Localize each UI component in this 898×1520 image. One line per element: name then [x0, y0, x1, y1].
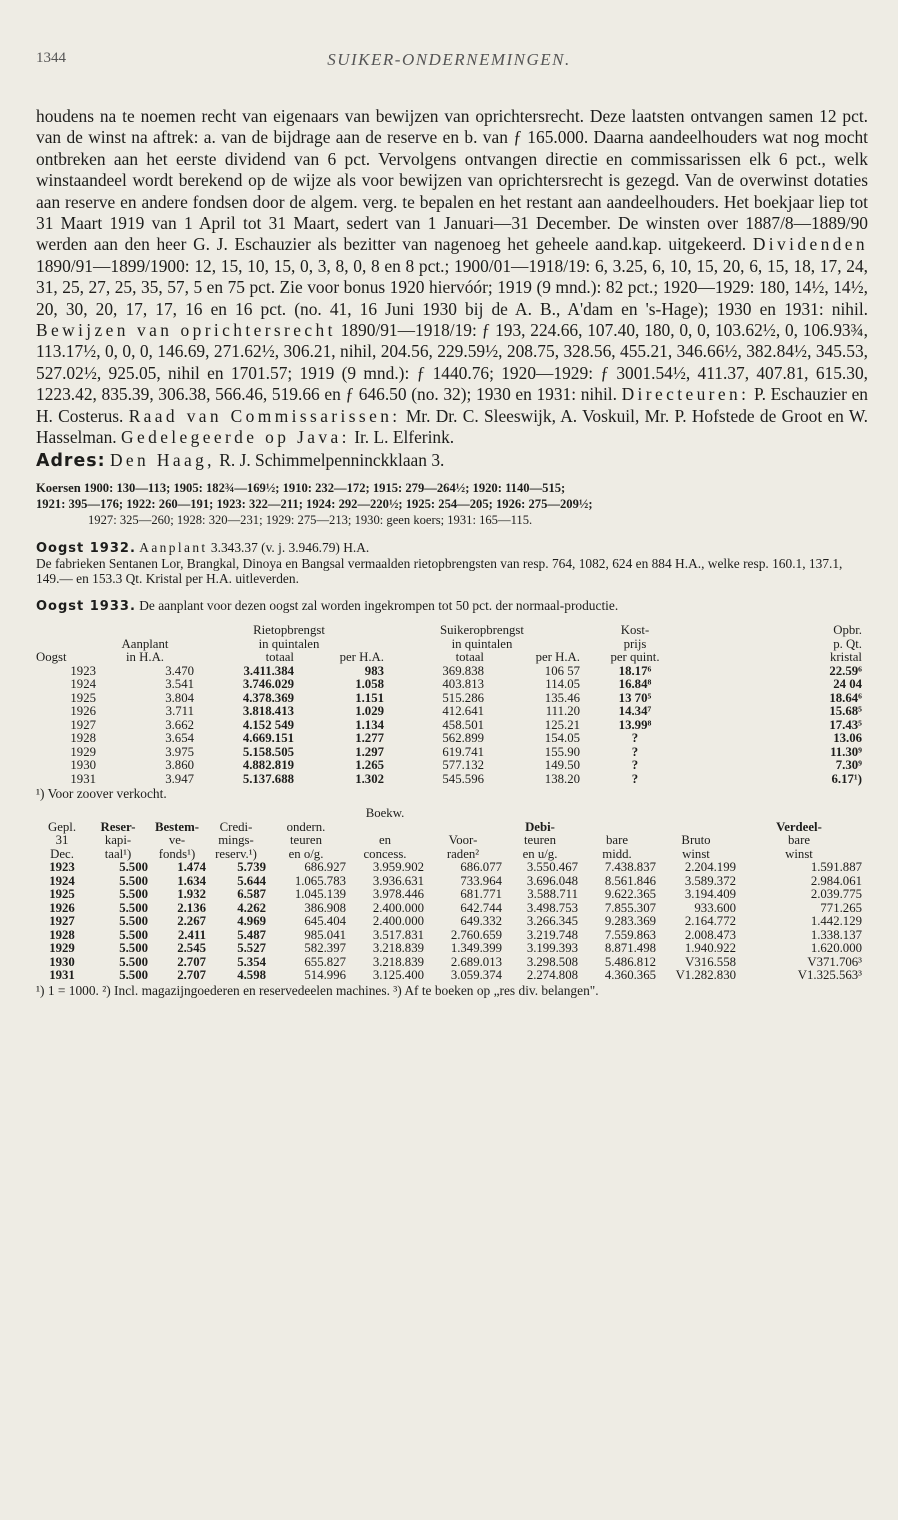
table-cell: 985.041: [304, 927, 346, 942]
table-cell: 1930: [49, 954, 75, 969]
page-body: [36, 106, 868, 998]
table-cell: 2.545: [177, 941, 206, 956]
table-cell: 3.517.831: [372, 927, 424, 942]
table-cell: 14.34⁷: [618, 704, 652, 719]
table-cell: 5.500: [119, 860, 148, 875]
table-header-cell: Bruto: [681, 833, 711, 848]
table-cell: 13.06: [833, 731, 862, 746]
table-cell: 5.500: [119, 927, 148, 942]
table-header-cell: en o/g.: [288, 846, 324, 861]
table-cell: 3.818.413: [242, 704, 294, 719]
table-row: [36, 759, 862, 773]
table-header-cell: Reser-: [100, 819, 136, 834]
table-cell: 3.199.393: [526, 941, 578, 956]
table-cell: 6.17¹): [831, 771, 862, 786]
table-cell: 1924: [70, 677, 96, 692]
koersen-line-3: 1927: 325—260; 1928: 320—231; 1929: 275—213; 1930: geen koers; 1931: 165—115.: [88, 512, 533, 527]
table-cell: 686.927: [304, 860, 346, 875]
table-header-cell: Bestem-: [154, 819, 200, 834]
table-cell: 582.397: [304, 941, 346, 956]
raad-label: Raad van Commissarissen:: [128, 405, 401, 426]
table-header-cell: Dec.: [50, 846, 74, 861]
table-cell: 5.500: [119, 941, 148, 956]
page-header: [30, 48, 868, 76]
table-row: [36, 969, 862, 983]
table-cell: 24 04: [833, 677, 862, 692]
table-header-cell: winst: [682, 846, 710, 861]
table-cell: 1.932: [177, 887, 206, 902]
address-line: [36, 449, 868, 472]
table-cell: 4.262: [237, 900, 266, 915]
table-cell: 18.64⁶: [829, 690, 862, 705]
table-cell: 645.404: [304, 914, 346, 929]
table-row: [36, 773, 862, 787]
intro-paragraph: houdens na te noemen recht van eigenaars van bewijzen van oprichtersrecht. Deze laatsten ontvangen samen 12 pct. van de winst na aftrek: a. van de bijdrage aan de reserve en b. van ƒ 165.000. Daarna aandeelhouders wat nog mocht ontbreken aan het eerste dividend van 6 pct. Vervolgens ontvangen directie en commissarissen elk 6 pct., welk winstaandeel wordt berekend op de wijze als voor bewijzen van oprichtersrecht is gezegd. Van de overwinst dotaties aan reserve en andere fondsen door de algem. verg. te bepalen en het restant aan aandeelhouders. Het boekjaar liep tot 31 Maart 1919 van 1 April tot 31 Maart, sedert van 1 Januari—31 December. De winsten over 1887/8—1889/90 werden aan den heer G. J. Eschauzier als bezitter van nagenoeg het geheele aand.kap. uitgekeerd.: [36, 106, 868, 255]
table-row: [36, 902, 862, 916]
table-header-cell: concess.: [363, 846, 407, 861]
table-cell: 7.559.863: [604, 927, 656, 942]
table-cell: 3.662: [165, 717, 194, 732]
table-header-cell: Credi-: [219, 819, 253, 834]
table-cell: 3.411.384: [243, 663, 294, 678]
table-cell: 1925: [49, 887, 75, 902]
table-cell: 1.134: [355, 717, 384, 732]
adres-street: R. J. Schimmelpenninckklaan 3.: [219, 449, 445, 470]
table-row: [36, 942, 862, 956]
oogst-1933-text: De aanplant voor dezen oogst zal worden ingekrompen tot 50 pct. der normaal-productie.: [139, 598, 619, 614]
table-row: [36, 678, 862, 692]
oogst-header: Oogst: [36, 650, 67, 665]
table-cell: 1929: [70, 744, 96, 759]
table-cell: 1.442.129: [810, 914, 862, 929]
table-cell: 7.438.837: [604, 860, 656, 875]
table-header-cell: midd.: [602, 846, 632, 861]
table-header-row: [36, 834, 862, 848]
table-cell: 1.940.922: [684, 941, 736, 956]
table-cell: 13.99⁸: [618, 717, 652, 732]
kost-header: Kost-: [620, 623, 650, 638]
table-cell: 6.587: [237, 887, 266, 902]
koersen-line-1: Koersen 1900: 130—113; 1905: 182¾—169½; 1910: 232—172; 1915: 279—264½; 1920: 1140—515;: [36, 480, 566, 495]
table-cell: 403.813: [442, 677, 484, 692]
table-cell: 106 57: [544, 663, 580, 678]
table-cell: 149.50: [544, 758, 580, 773]
directeuren-text: P. Eschauzier en H. Costerus.: [36, 384, 868, 426]
table-header-cell: fonds¹): [158, 846, 196, 861]
table-cell: 2.039.775: [810, 887, 862, 902]
table-cell: 4.152 549: [242, 717, 294, 732]
table-cell: 4.598: [237, 968, 266, 983]
table-cell: 3.194.409: [684, 887, 736, 902]
table-cell: 5.137.688: [242, 771, 294, 786]
table-cell: 1928: [70, 731, 96, 746]
table-cell: 1.474: [177, 860, 206, 875]
table-cell: 154.05: [544, 731, 580, 746]
table-cell: 3.550.467: [526, 860, 578, 875]
table-cell: 4.969: [237, 914, 266, 929]
table-cell: 3.978.446: [372, 887, 424, 902]
running-title: SUIKER-ONDERNEMINGEN.: [327, 50, 571, 69]
table-cell: 15.68⁵: [829, 704, 862, 719]
table-cell: 3.219.748: [526, 927, 578, 942]
table-cell: 7.855.307: [604, 900, 656, 915]
table-cell: 458.501: [442, 717, 484, 732]
table-header-cell: [424, 821, 502, 835]
table-cell: 3.589.372: [684, 873, 736, 888]
table-cell: 5.500: [119, 968, 148, 983]
table-cell: 5.500: [119, 900, 148, 915]
table-cell: 1.029: [355, 704, 384, 719]
table-cell: 1.302: [355, 771, 384, 786]
table-cell: 1.349.399: [450, 941, 502, 956]
suiker-perha-header: per H.A.: [535, 650, 580, 665]
table-cell: 1.591.887: [810, 860, 862, 875]
table-header-cell: [578, 821, 656, 835]
table-cell: 1930: [70, 758, 96, 773]
table-cell: 3.588.711: [527, 887, 578, 902]
balance-table: [36, 807, 862, 983]
table-cell: 3.125.400: [372, 968, 424, 983]
table-cell: 1931: [49, 968, 75, 983]
table-cell: 545.596: [442, 771, 484, 786]
table-cell: 5.500: [119, 954, 148, 969]
table-cell: 2.689.013: [450, 954, 502, 969]
table-cell: 5.487: [237, 927, 266, 942]
table-cell: 3.218.839: [372, 941, 424, 956]
table-cell: 1.277: [355, 731, 384, 746]
table-cell: 3.959.902: [372, 860, 424, 875]
table-cell: 1926: [70, 704, 96, 719]
table-cell: 5.527: [237, 941, 266, 956]
table-cell: 3.804: [165, 690, 194, 705]
table-cell: 642.744: [460, 900, 502, 915]
table-header-cell: bare: [605, 833, 629, 848]
table-cell: 17.43⁵: [829, 717, 862, 732]
table-cell: 2.267: [177, 914, 206, 929]
table-cell: 7.30⁹: [835, 758, 862, 773]
table-cell: 3.498.753: [526, 900, 578, 915]
table-cell: 3.654: [165, 731, 194, 746]
table-cell: 2.400.000: [372, 914, 424, 929]
table-header-cell: ondern.: [286, 819, 326, 834]
table-cell: 155.90: [544, 744, 580, 759]
table-row: [36, 665, 862, 679]
page-number: 1344: [36, 50, 66, 66]
table-cell: 577.132: [442, 758, 484, 773]
table-header-cell: teuren: [524, 833, 556, 848]
table-cell: 3.947: [165, 771, 194, 786]
table-cell: 5.644: [237, 873, 266, 888]
riet-header: Rietopbrengst: [253, 623, 325, 638]
table-cell: 3.266.345: [526, 914, 578, 929]
table-cell: 1927: [49, 914, 75, 929]
table-header-cell: bare: [787, 833, 811, 848]
koersen-line-2: 1921: 395—176; 1922: 260—191; 1923: 322—211; 1924: 292—220½; 1925: 254—205; 1926: 275—209½;: [36, 496, 593, 511]
table-cell: 515.286: [442, 690, 484, 705]
directeuren-label: Directeuren:: [621, 384, 750, 405]
table-cell: 3.936.631: [372, 873, 424, 888]
table-cell: 1927: [70, 717, 96, 732]
table-cell: 3.218.839: [372, 954, 424, 969]
table-header-cell: 31: [55, 833, 69, 848]
table-cell: 9.622.365: [604, 887, 656, 902]
table-cell: 1923: [70, 663, 96, 678]
table-cell: 135.46: [544, 690, 580, 705]
table-cell: 2.008.473: [684, 927, 736, 942]
table-cell: 1925: [70, 690, 96, 705]
dividenden-label: Dividenden: [752, 234, 868, 255]
table-header-cell: Voor-: [448, 833, 478, 848]
table-header-cell: en: [378, 833, 392, 848]
raad-text: Mr. Dr. C. Sleeswijk, A. Voskuil, Mr. P. Hofstede de Groot en W. Hasselman.: [36, 405, 868, 448]
table-header-cell: Gepl.: [47, 819, 77, 834]
table-cell: 1926: [49, 900, 75, 915]
aanplant-header: Aanplant: [121, 636, 169, 651]
oogst-1932-aanplant-label: Aanplant: [139, 539, 208, 555]
table1-footnote: ¹) Voor zoover verkocht.: [36, 786, 167, 802]
table-cell: 5.158.505: [242, 744, 294, 759]
table-cell: 369.838: [442, 663, 484, 678]
table-cell: V316.558: [685, 954, 736, 969]
table-cell: V371.706³: [807, 954, 862, 969]
table-cell: 138.20: [544, 771, 580, 786]
oogst-1933-block: [36, 598, 868, 614]
table-cell: 1.338.137: [810, 927, 862, 942]
table-row: [36, 929, 862, 943]
table-header-cell: Debi-: [525, 819, 555, 834]
table-cell: 933.600: [694, 900, 736, 915]
table-cell: 3.860: [165, 758, 194, 773]
table-cell: 1.634: [177, 873, 206, 888]
koersen-block: [36, 480, 868, 528]
table-row: [36, 719, 862, 733]
table-cell: 5.354: [237, 954, 266, 969]
suiker-totaal-header: totaal: [455, 650, 484, 665]
table-cell: ?: [631, 758, 639, 773]
table-header-row: [36, 821, 862, 835]
table-row: [36, 915, 862, 929]
table-row: [36, 888, 862, 902]
table-cell: 681.771: [460, 887, 502, 902]
table-row: [36, 875, 862, 889]
boekw-header: Boekw.: [365, 806, 405, 821]
table-cell: 771.265: [820, 900, 862, 915]
table2-footnote: ¹) 1 = 1000. ²) Incl. magazijngoederen en reservedeelen machines. ³) Af te boeken op „res div. belangen".: [36, 982, 599, 998]
gedelegeerde-label: Gedelegeerde op Java:: [121, 427, 350, 448]
table-cell: 8.561.846: [604, 873, 656, 888]
table-cell: 655.827: [304, 954, 346, 969]
table-cell: V1.282.830: [675, 968, 736, 983]
table-row: [36, 956, 862, 970]
oogst-1932-text2: De fabrieken Sentanen Lor, Brangkal, Dinoya en Bangsal vermaalden rietopbrengsten van resp. 764, 1082, 624 en 884 H.A., welke resp. 160.1, 137.1, 149.— en 153.3 Qt. Kristal per H.A. uitleverden.: [36, 555, 843, 586]
table-cell: 2.136: [177, 900, 206, 915]
adres-label: Adres:: [36, 450, 106, 471]
table-cell: 5.500: [119, 914, 148, 929]
table-cell: 125.21: [544, 717, 580, 732]
table-cell: 1928: [49, 927, 75, 942]
table-header-cell: [346, 821, 424, 835]
table-cell: 1.065.783: [294, 873, 346, 888]
table-cell: 649.332: [460, 914, 502, 929]
riet-header-2: in quintalen: [258, 636, 320, 651]
opbr-header: Opbr.: [833, 623, 862, 638]
table-header-cell: raden²: [446, 846, 480, 861]
table-header-cell: reserv.¹): [215, 846, 257, 861]
table-cell: 1.297: [355, 744, 384, 759]
table-cell: 1931: [70, 771, 96, 786]
table-cell: 1923: [49, 860, 75, 875]
table-header-cell: taal¹): [104, 846, 132, 861]
table-cell: 5.500: [119, 873, 148, 888]
table-cell: 619.741: [442, 744, 484, 759]
table-cell: 3.298.508: [526, 954, 578, 969]
kost-header-3: per quint.: [610, 650, 660, 665]
table-row: [36, 732, 862, 746]
table-header-row: [36, 848, 862, 862]
table-cell: 2.411: [177, 927, 206, 942]
table-cell: 4.669.151: [242, 731, 294, 746]
oogst-1933-label: Oogst 1933.: [36, 599, 136, 615]
table-cell: 5.500: [119, 887, 148, 902]
table-cell: 3.975: [165, 744, 194, 759]
table-cell: 733.964: [460, 873, 502, 888]
table-cell: 9.283.369: [604, 914, 656, 929]
table-cell: 1929: [49, 941, 75, 956]
table-row: [36, 692, 862, 706]
table-row: [36, 861, 862, 875]
table-header-cell: mings-: [218, 833, 254, 848]
bewijzen-text: 1890/91—1918/19: ƒ 193, 224.66, 107.40, 180, 0, 0, 103.62½, 0, 106.93¾, 113.17½, 0, 0, 0, 146.69, 271.62½, 306.21, nihil, 204.56, 229.59½, 208.75, 328.56, 455.21, 346.66½, 382.84½, 345.53, 527.02½, 925.05, nihil en 1701.57; 1919 (9 mnd.): ƒ 1440.76; 1920—1929: ƒ 3001.54½, 411.37, 407.81, 615.30, 1223.42, 835.39, 306.38, 566.46, 519.66 en ƒ 646.50 (no. 32); 1930 en 1931: nihil.: [36, 320, 868, 405]
table-header-cell: teuren: [290, 833, 322, 848]
table-cell: 18.17⁶: [618, 663, 652, 678]
table-cell: 16.84⁸: [618, 677, 652, 692]
table-cell: 3.696.048: [526, 873, 578, 888]
table-cell: 983: [364, 663, 384, 678]
table-cell: 8.871.498: [604, 941, 656, 956]
table-cell: 412.641: [442, 704, 484, 719]
table-cell: 686.077: [460, 860, 502, 875]
table-cell: 4.882.819: [242, 758, 294, 773]
table-cell: 3.711: [165, 704, 194, 719]
table-cell: 22.59⁶: [829, 663, 862, 678]
bewijzen-label: Bewijzen van oprichtersrecht: [36, 320, 336, 341]
table-cell: 5.486.812: [604, 954, 656, 969]
table-cell: 3.470: [165, 663, 194, 678]
harvest-table: [36, 624, 862, 786]
table-cell: 514.996: [304, 968, 346, 983]
oogst-1932-label: Oogst 1932.: [36, 540, 136, 556]
riet-totaal-header: totaal: [265, 650, 294, 665]
table-cell: 111.20: [545, 704, 580, 719]
dividenden-text: 1890/91—1899/1900: 12, 15, 10, 15, 0, 3, 8, 0, 8 en 8 pct.; 1900/01—1918/19: 6, 3.25, 6, 10, 15, 20, 6, 15, 18, 17, 24, 31, 25, 27, 25, 35, 57, 5 en 75 pct. Zie voor bonus 1920 hiervóór; 1919 (9 mnd.): 82 pct.; 1920—1929: 180, 14½, 14½, 20, 30, 20, 17, 17, 16 en 16 pct. (no. 41, 16 Juni 1930 bij de A. B., A'dam en 's-Hage); 1930 en 1931: nihil.: [36, 255, 868, 319]
gedelegeerde-text: Ir. L. Elferink.: [354, 427, 455, 448]
table-cell: 386.908: [304, 900, 346, 915]
table-cell: 3.746.029: [242, 677, 294, 692]
table-header-cell: kapi-: [104, 833, 132, 848]
table-header-cell: Verdeel-: [776, 819, 822, 834]
table-cell: 2.707: [177, 968, 206, 983]
adres-city: Den Haag,: [109, 449, 215, 470]
table-header-cell: ve-: [168, 833, 186, 848]
opbr-header-3: kristal: [830, 650, 862, 665]
table-cell: 4.360.365: [604, 968, 656, 983]
table-header-cell: [656, 821, 736, 835]
table-cell: 2.204.199: [684, 860, 736, 875]
table-cell: 2.984.061: [810, 873, 862, 888]
table-header-cell: winst: [785, 846, 813, 861]
table-cell: 4.378.369: [242, 690, 294, 705]
table-cell: 2.760.659: [450, 927, 502, 942]
kost-header-2: prijs: [623, 636, 647, 651]
opbr-header-2: p. Qt.: [833, 636, 862, 651]
oogst-1932-text1: 3.343.37 (v. j. 3.946.79) H.A.: [210, 539, 370, 555]
suiker-header: Suikeropbrengst: [440, 623, 524, 638]
table-cell: ?: [631, 771, 639, 786]
table-cell: 1924: [49, 873, 75, 888]
table-cell: 3.059.374: [450, 968, 502, 983]
table-row: [36, 705, 862, 719]
suiker-header-2: in quintalen: [451, 636, 513, 651]
table-cell: 114.05: [545, 677, 580, 692]
table-cell: 2.707: [177, 954, 206, 969]
table-row: [36, 746, 862, 760]
main-text: [36, 106, 868, 449]
table-cell: 1.151: [355, 690, 384, 705]
table-header-cell: en u/g.: [522, 846, 558, 861]
table-cell: 2.400.000: [372, 900, 424, 915]
table-cell: 1.265: [355, 758, 384, 773]
table-cell: 2.274.808: [526, 968, 578, 983]
table-cell: ?: [631, 744, 639, 759]
table-cell: 1.620.000: [810, 941, 862, 956]
oogst-1932-block: [36, 540, 868, 587]
table-cell: 13 70⁵: [618, 690, 652, 705]
table-cell: 2.164.772: [684, 914, 736, 929]
table-cell: 3.541: [165, 677, 194, 692]
table-cell: ?: [631, 731, 639, 746]
table-cell: 11.30⁹: [830, 744, 862, 759]
table-cell: 1.045.139: [294, 887, 346, 902]
table-cell: 5.739: [237, 860, 266, 875]
table-cell: 1.058: [355, 677, 384, 692]
riet-perha-header: per H.A.: [339, 650, 384, 665]
aanplant-header-2: in H.A.: [125, 650, 165, 665]
table-cell: V1.325.563³: [797, 968, 862, 983]
table-cell: 562.899: [442, 731, 484, 746]
